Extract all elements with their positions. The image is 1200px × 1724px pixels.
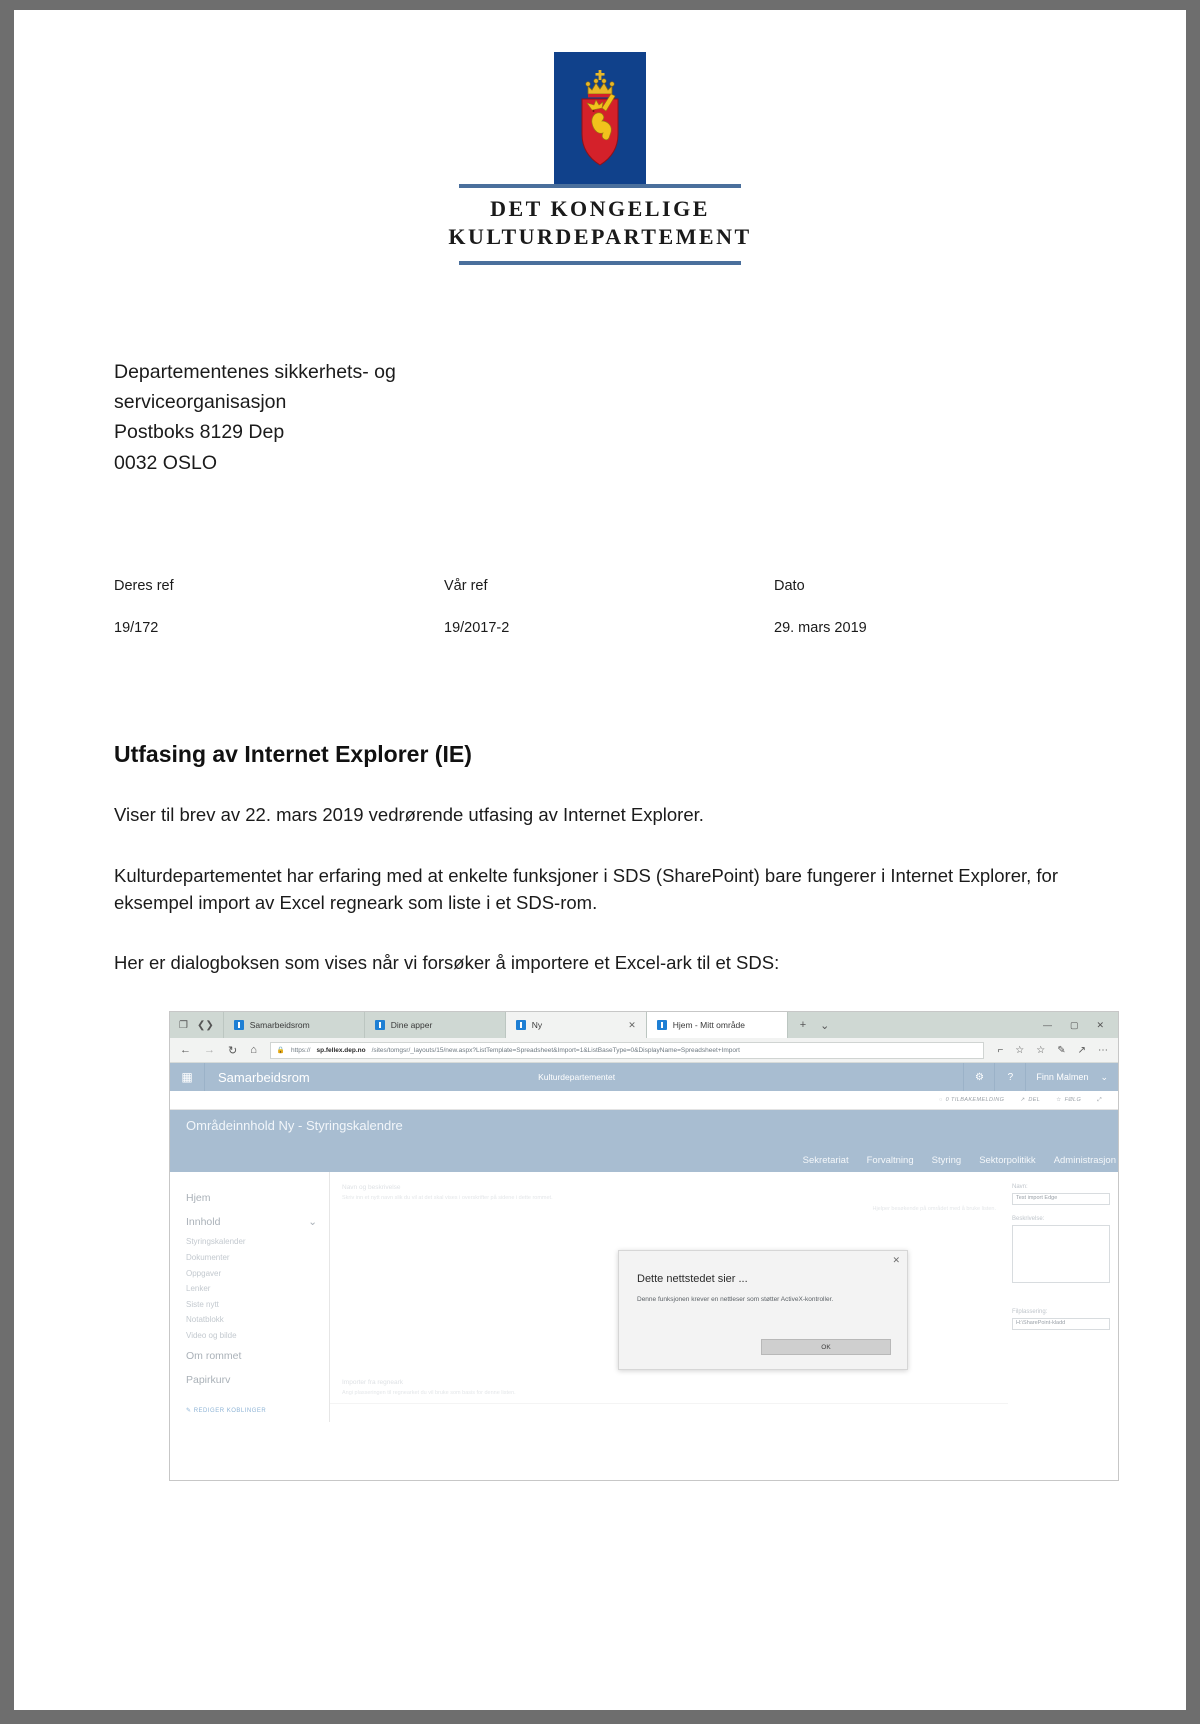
close-icon[interactable]: ✕ [892, 1255, 900, 1266]
page-title-banner [170, 1110, 1118, 1172]
gear-icon[interactable]: ⚙ [963, 1063, 994, 1091]
description-field-label: Beskrivelse: [1012, 1216, 1045, 1223]
close-tab-icon[interactable]: ✕ [628, 1019, 636, 1030]
name-input[interactable]: Test import Edge [1012, 1193, 1110, 1205]
recipient-address [114, 357, 1086, 478]
logo-rule-bottom [459, 261, 741, 265]
back-icon[interactable]: ← [180, 1044, 191, 1057]
chevron-down-icon[interactable]: ⌄ [820, 1019, 830, 1032]
reload-icon[interactable]: ↻ [228, 1044, 238, 1057]
nav-item-sektorpolitikk[interactable]: Sektorpolitikk [979, 1155, 1036, 1167]
edit-links-label: REDIGER KOBLINGER [193, 1407, 267, 1414]
activex-dialog[interactable] [618, 1250, 908, 1370]
nav-item-sekretariat[interactable]: Sekretariat [802, 1155, 849, 1167]
sidebar-item-dokumenter[interactable]: Dokumenter [186, 1253, 230, 1262]
sidebar-group-label: Innhold [186, 1216, 221, 1229]
waffle-icon[interactable]: ▦ [170, 1063, 205, 1091]
url-prefix: https:// [290, 1046, 311, 1054]
file-location-field-label: Filplassering: [1012, 1309, 1048, 1316]
tab-strip-actions [787, 1012, 842, 1038]
suite-brand-label[interactable]: Samarbeidsrom [218, 1069, 310, 1085]
var-ref-value: 19/2017-2 [444, 619, 510, 636]
help-icon[interactable]: ? [994, 1063, 1025, 1091]
tenant-name-label: Kulturdepartementet [538, 1072, 616, 1083]
pencil-icon: ✎ [186, 1407, 192, 1414]
user-name-label: Finn Malmen [1036, 1072, 1089, 1083]
feedback-button[interactable]: ◌ 0 TILBAKEMELDING [939, 1097, 1005, 1104]
sidebar-item-styringskalender[interactable]: Styringskalender [186, 1237, 246, 1247]
browser-tab-samarbeidsrom[interactable] [223, 1012, 364, 1038]
favorite-icon[interactable]: ☆ [1015, 1044, 1025, 1056]
name-and-description-help: Skriv inn et nytt navn slik du vil at det skal vises i overskrifter på sidene i dette rommet. [342, 1195, 553, 1202]
document-page [14, 10, 1186, 1710]
reference-row [114, 578, 1086, 636]
focus-on-content-icon[interactable]: ⤢ [1097, 1096, 1102, 1103]
sidebar-item-papirkurv[interactable]: Papirkurv [186, 1373, 231, 1386]
url-host: sp.fellex.dep.no [316, 1046, 366, 1054]
dialog-ok-button[interactable]: OK [761, 1339, 891, 1355]
notes-icon[interactable]: ✎ [1057, 1044, 1066, 1056]
maximize-icon[interactable]: ▢ [1069, 1019, 1079, 1030]
share-icon[interactable]: ↗ [1077, 1044, 1086, 1056]
deres-ref-column [114, 578, 444, 636]
chevron-down-icon[interactable]: ⌄ [308, 1216, 317, 1229]
close-window-icon[interactable]: ✕ [1096, 1019, 1104, 1030]
letter-title: Utfasing av Internet Explorer (IE) [114, 740, 472, 767]
window-controls [1029, 1012, 1118, 1038]
dialog-title: Dette nettstedet sier ... [637, 1273, 748, 1286]
var-ref-column [444, 578, 774, 636]
user-menu[interactable] [1025, 1063, 1118, 1091]
url-input[interactable] [270, 1042, 985, 1059]
address-bar-actions [997, 1045, 1108, 1056]
minimize-icon[interactable]: — [1042, 1020, 1052, 1031]
nav-item-styring[interactable]: Styring [931, 1155, 962, 1167]
dato-value: 29. mars 2019 [774, 619, 867, 636]
department-name-line1: DET KONGELIGE [490, 196, 710, 221]
description-input[interactable] [1012, 1225, 1110, 1283]
lock-icon: 🔒 [276, 1047, 285, 1055]
sidebar-group-innhold[interactable] [186, 1210, 329, 1234]
feedback-label: 0 TILBAKEMELDING [945, 1097, 1005, 1104]
new-tab-button[interactable]: + [799, 1019, 807, 1032]
dialog-message: Denne funksjonen krever en nettleser som støtter ActiveX-kontroller. [637, 1296, 834, 1304]
norwegian-coat-of-arms-icon [568, 64, 632, 174]
browser-tab-label: Hjem - Mitt område [672, 1020, 745, 1031]
share-button[interactable]: ↗ DEL [1020, 1097, 1041, 1104]
page-title: Områdeinnhold Ny - Styringskalendre [186, 1118, 403, 1134]
reading-view-icon[interactable]: ⌐ [997, 1044, 1004, 1056]
recipient-line-1: Departementenes sikkerhets- og [114, 361, 396, 383]
import-from-spreadsheet-help: Angi plasseringen til regnearket du vil bruke som basis for denne listen. [342, 1390, 516, 1397]
letterhead [14, 10, 1186, 265]
tab-strip-icons [170, 1012, 223, 1038]
more-icon[interactable]: ⋯ [1098, 1044, 1108, 1056]
document-body [14, 357, 1186, 1481]
edit-links-button[interactable] [186, 1406, 329, 1418]
favorites-hub-icon[interactable]: ☆ [1036, 1044, 1046, 1056]
letter-paragraph-1: Viser til brev av 22. mars 2019 vedrørende utfasing av Internet Explorer. [114, 803, 704, 825]
sidebar-item-hjem[interactable]: Hjem [186, 1192, 211, 1205]
sidebar-item-oppgaver[interactable]: Oppgaver [186, 1268, 222, 1278]
sharepoint-favicon-icon [234, 1020, 244, 1030]
recipient-line-4: 0032 OSLO [114, 451, 217, 474]
home-icon[interactable]: ⌂ [250, 1044, 257, 1057]
nav-item-administrasjon[interactable]: Administrasjon [1053, 1155, 1116, 1167]
tab-preview-icon[interactable]: ❮❯ [196, 1019, 214, 1031]
recipient-line-2: serviceorganisasjon [114, 391, 287, 414]
browser-tab-strip [170, 1012, 1118, 1038]
department-name-line2: KULTURDEPARTEMENT [448, 223, 752, 249]
share-label: DEL [1028, 1097, 1041, 1104]
top-navigation [803, 1155, 1116, 1166]
sidebar-item-video-og-bilde[interactable]: Video og bilde [186, 1330, 237, 1340]
dato-label: Dato [774, 577, 805, 594]
letter-paragraph-3: Her er dialogboksen som vises når vi forsøker å importere et Excel-ark til et SDS: [114, 952, 780, 974]
dato-column [774, 578, 867, 636]
quick-launch-sidebar [170, 1172, 330, 1422]
sidebar-item-siste-nytt[interactable]: Siste nytt [186, 1299, 219, 1309]
nav-item-forvaltning[interactable]: Forvaltning [866, 1155, 914, 1167]
var-ref-label: Vår ref [444, 577, 488, 594]
sharepoint-favicon-icon [657, 1020, 667, 1030]
department-logo [430, 52, 770, 265]
sharepoint-favicon-icon [375, 1020, 385, 1030]
deres-ref-label: Deres ref [114, 577, 174, 594]
sharepoint-main-content [330, 1172, 1008, 1422]
list-visibility-help: Hjelper besøkende på området med å bruke listen. [872, 1206, 996, 1213]
browser-tab-ny[interactable] [505, 1012, 646, 1038]
list-settings-panel [1008, 1172, 1118, 1422]
sidebar-item-om-rommet[interactable]: Om rommet [186, 1349, 242, 1362]
browser-tab-hjem-mitt-omrade[interactable] [646, 1012, 787, 1038]
deres-ref-value: 19/172 [114, 619, 159, 636]
browser-tab-label: Dine apper [390, 1020, 433, 1031]
sharepoint-suite-bar [170, 1063, 1118, 1091]
sharepoint-command-bar [170, 1091, 1118, 1110]
name-field-label: Navn: [1012, 1184, 1028, 1191]
forward-icon[interactable]: → [204, 1044, 215, 1057]
sharepoint-favicon-icon [516, 1020, 526, 1030]
recipient-line-3: Postboks 8129 Dep [114, 421, 285, 444]
embedded-browser-screenshot [169, 1011, 1119, 1481]
browser-tab-label: Samarbeidsrom [249, 1020, 310, 1031]
browser-tab-dine-apper[interactable] [364, 1012, 505, 1038]
url-path: /sites/tomgsr/_layouts/15/new.aspx?ListTemplate=Spreadsheet&Import=1&ListBaseType=0&DisplayName=Spreadsheet+Import [371, 1046, 740, 1054]
sidebar-item-notatblokk[interactable]: Notatblokk [186, 1315, 224, 1325]
browser-tab-label: Ny [531, 1020, 543, 1031]
browser-address-bar [170, 1038, 1118, 1063]
letter-paragraph-2: Kulturdepartementet har erfaring med at enkelte funksjoner i SDS (SharePoint) bare fungerer i Internet Explorer, for eksempel import av Excel regneark som liste i et SDS-rom. [114, 864, 1058, 913]
department-name [435, 188, 765, 255]
import-from-spreadsheet-heading: Importer fra regneark [342, 1379, 404, 1387]
follow-label: FØLG [1064, 1097, 1082, 1104]
file-location-input[interactable]: H:\SharePoint-kladd [1012, 1318, 1110, 1330]
sidebar-item-lenker[interactable]: Lenker [186, 1284, 211, 1294]
new-tab-page-icon[interactable]: ❐ [179, 1019, 188, 1031]
chevron-down-icon: ⌄ [1100, 1071, 1108, 1082]
follow-button[interactable]: ☆ FØLG [1056, 1097, 1082, 1104]
sharepoint-page-body [170, 1172, 1118, 1422]
name-and-description-heading: Navn og beskrivelse [342, 1184, 401, 1192]
